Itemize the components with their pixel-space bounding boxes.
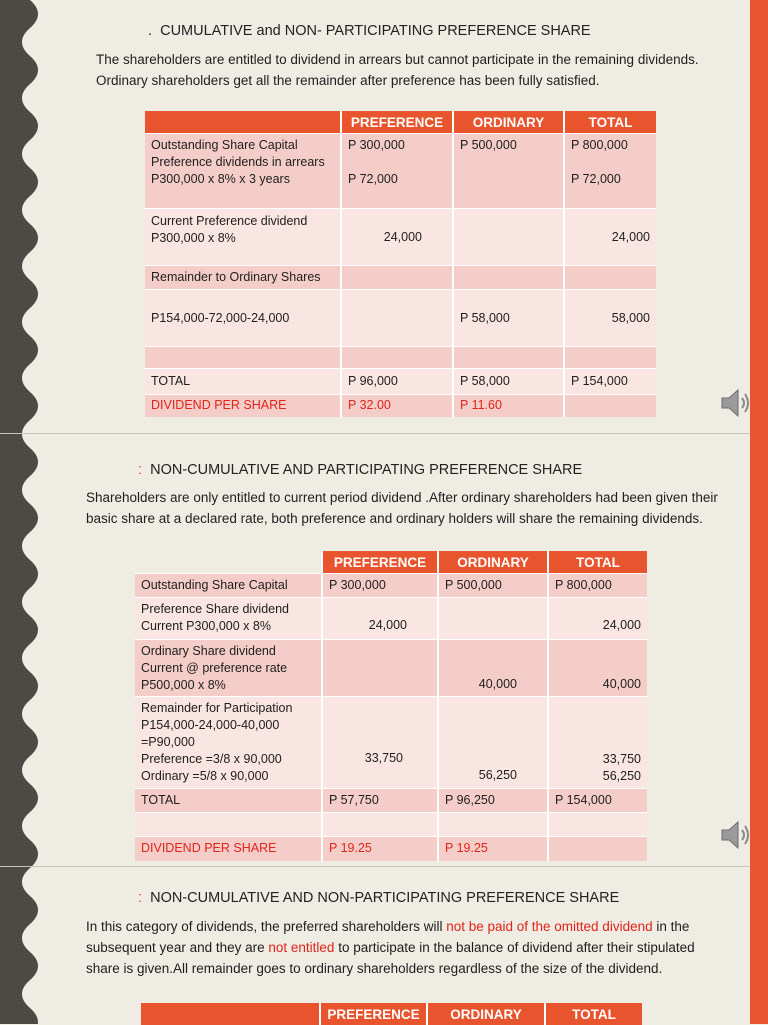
right-accent-bar <box>750 0 768 1024</box>
dividend-per-share-label: DIVIDEND PER SHARE <box>141 841 277 855</box>
header-blank <box>135 551 322 574</box>
total-value: P 800,000 <box>555 578 612 592</box>
slide-paragraph: Shareholders are only entitled to current period dividend .After ordinary shareholders had been given their basic share at a declared rate, both preference and ordinary holders will share the remaining dividends. <box>86 490 718 526</box>
pref-value: P 57,750 <box>329 793 379 807</box>
pref-value: P 72,000 <box>348 172 398 186</box>
speaker-icon[interactable] <box>718 386 752 420</box>
pref-value: P 19.25 <box>329 841 372 855</box>
row-label: Remainder to Ordinary Shares <box>151 270 321 284</box>
slide-paragraph: In this category of dividends, the preferred shareholders will not be paid of the omitted dividend in the subsequent year and they are not entitled to participate in the balance of dividend after their stipulated share is given.All remainder goes to ordinary shareholders regardless of the size of the dividend. <box>86 919 695 976</box>
ord-value: P 11.60 <box>460 398 502 412</box>
row-label: =P90,000 <box>141 735 195 749</box>
total-value: P 154,000 <box>555 793 612 807</box>
table-row <box>145 347 656 369</box>
row-label: P300,000 x 8% <box>151 231 236 245</box>
slide-paragraph: The shareholders are entitled to dividend in arrears but cannot participate in the remaining dividends. Ordinary shareholders get all the remainder after preference has been fully satisfied. <box>96 52 699 88</box>
slide-divider <box>0 433 750 434</box>
ord-value: P 500,000 <box>460 138 517 152</box>
ord-value: P 58,000 <box>460 311 510 325</box>
total-value: P 800,000 <box>571 138 628 152</box>
total-value: 40,000 <box>602 677 641 691</box>
table-row <box>145 209 656 266</box>
header-total: TOTAL <box>548 551 647 574</box>
pref-value: 24,000 <box>368 618 407 632</box>
dividend-per-share-label: DIVIDEND PER SHARE <box>151 398 287 412</box>
total-label: TOTAL <box>151 374 191 388</box>
table-row <box>135 598 647 640</box>
header-total: TOTAL <box>564 111 656 134</box>
header-total: TOTAL <box>545 1003 642 1025</box>
pref-value: P 96,000 <box>348 374 398 388</box>
table-row <box>135 697 647 789</box>
table-row <box>145 134 656 209</box>
total-value: P 72,000 <box>571 172 621 186</box>
row-label: Preference Share dividend <box>141 602 290 616</box>
row-label: Current @ preference rate <box>141 661 288 675</box>
row-label: P500,000 x 8% <box>141 678 226 692</box>
table-row <box>135 837 647 861</box>
total-value: 24,000 <box>611 230 650 244</box>
header-blank <box>141 1003 320 1025</box>
header-ordinary: ORDINARY <box>427 1003 545 1025</box>
row-label: Ordinary =5/8 x 90,000 <box>141 769 269 783</box>
highlight-text: not entitled <box>268 940 335 955</box>
ord-value: P 96,250 <box>445 793 495 807</box>
slide-divider <box>0 866 750 867</box>
table-row <box>135 789 647 813</box>
ord-value: P 58,000 <box>460 374 510 388</box>
table-row <box>145 290 656 347</box>
dividend-table <box>145 111 656 417</box>
ord-value: P 500,000 <box>445 578 502 592</box>
table-row <box>145 395 656 417</box>
row-label: P300,000 x 8% x 3 years <box>151 172 290 186</box>
row-label: Outstanding Share Capital <box>151 138 298 152</box>
header-blank <box>145 111 341 134</box>
row-label: Remainder for Participation <box>141 701 293 715</box>
dividend-table <box>135 551 647 861</box>
header-ordinary: ORDINARY <box>438 551 548 574</box>
slide-title: . CUMULATIVE and NON- PARTICIPATING PREFERENCE SHARE <box>148 23 591 39</box>
wave-band <box>0 0 48 1024</box>
total-value: 58,000 <box>611 311 650 325</box>
highlight-text: not be paid of the omitted dividend <box>446 919 653 934</box>
pref-value: 24,000 <box>383 230 422 244</box>
total-value: 24,000 <box>602 618 641 632</box>
total-value: 56,250 <box>602 769 641 783</box>
row-label: P154,000-72,000-24,000 <box>151 311 290 325</box>
table-row <box>135 813 647 837</box>
row-label: Ordinary Share dividend <box>141 644 276 658</box>
row-label: P154,000-24,000-40,000 <box>141 718 280 732</box>
slide-title: : NON-CUMULATIVE AND NON-PARTICIPATING PREFERENCE SHARE <box>138 890 620 906</box>
row-label: Preference =3/8 x 90,000 <box>141 752 282 766</box>
table-row <box>135 640 647 697</box>
row-label: Outstanding Share Capital <box>141 578 288 592</box>
dividend-table <box>141 1003 642 1025</box>
slide-title: : NON-CUMULATIVE AND PARTICIPATING PREFERENCE SHARE <box>138 462 583 478</box>
total-value: 33,750 <box>602 752 641 766</box>
total-label: TOTAL <box>141 793 181 807</box>
pref-value: 33,750 <box>364 751 403 765</box>
pref-value: P 32.00 <box>348 398 391 412</box>
table-row <box>135 574 647 598</box>
row-label: Current P300,000 x 8% <box>141 619 271 633</box>
pref-value: P 300,000 <box>348 138 405 152</box>
header-preference: PREFERENCE <box>322 551 438 574</box>
ord-value: 56,250 <box>478 768 517 782</box>
header-ordinary: ORDINARY <box>453 111 564 134</box>
header-preference: PREFERENCE <box>320 1003 427 1025</box>
speaker-icon[interactable] <box>718 818 752 852</box>
table-row <box>145 266 656 290</box>
ord-value: 40,000 <box>478 677 517 691</box>
header-preference: PREFERENCE <box>341 111 453 134</box>
row-label: Preference dividends in arrears <box>151 155 325 169</box>
pref-value: P 300,000 <box>329 578 386 592</box>
table-row <box>145 369 656 395</box>
ord-value: P 19.25 <box>445 841 488 855</box>
total-value: P 154,000 <box>571 374 628 388</box>
row-label: Current Preference dividend <box>151 214 308 228</box>
